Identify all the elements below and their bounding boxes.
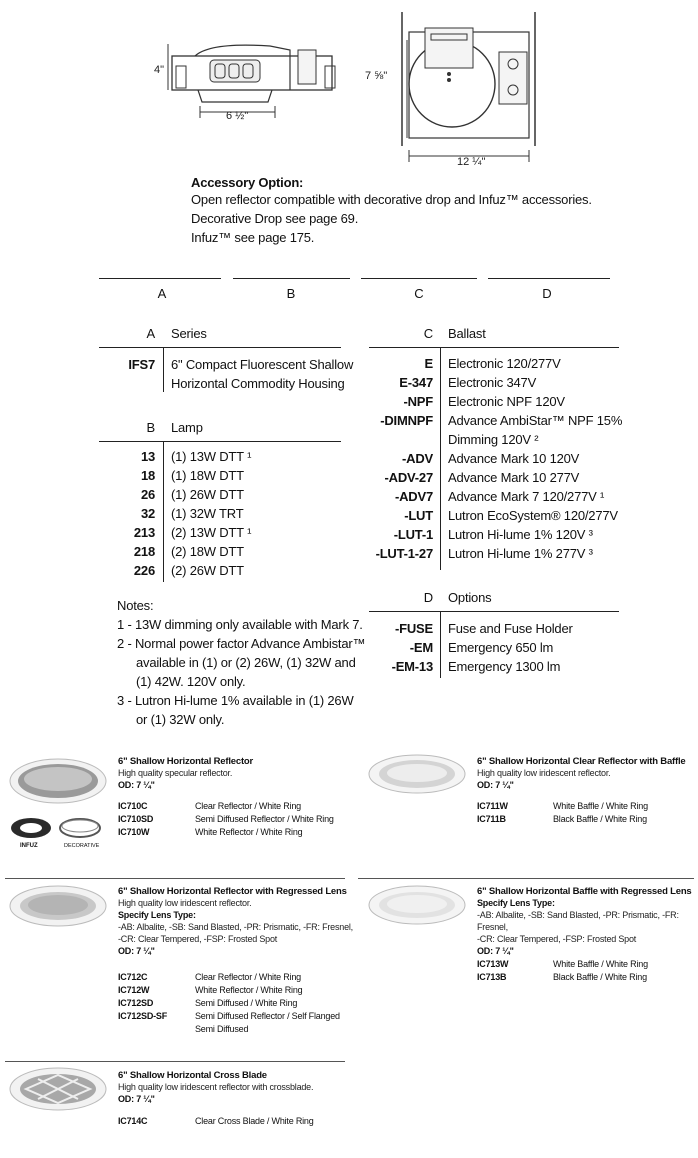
decorative-label: DECORATIVE bbox=[64, 843, 100, 849]
lamp-table bbox=[99, 420, 341, 442]
sku-desc: Semi Diffused Reflector / Self Flanged bbox=[195, 1011, 340, 1021]
note-2-cont: (1) 42W. 120V only. bbox=[136, 674, 246, 689]
sku-code: IC711B bbox=[477, 814, 506, 824]
ballast-desc: Electronic NPF 120V bbox=[448, 394, 565, 409]
lamp-header bbox=[99, 420, 341, 442]
ballast-code: -DIMNPF bbox=[380, 413, 433, 428]
ballast-header-code: C bbox=[423, 326, 433, 341]
sku-desc: Clear Reflector / White Ring bbox=[195, 801, 301, 811]
option-desc: Emergency 1300 lm bbox=[448, 659, 561, 674]
separator bbox=[5, 878, 345, 879]
column-a-letter: A bbox=[157, 286, 167, 301]
product-lens-baffle bbox=[477, 886, 698, 957]
table-row bbox=[369, 638, 619, 657]
table-row bbox=[369, 619, 619, 638]
sku-desc: White Reflector / White Ring bbox=[195, 827, 303, 837]
product-title: 6" Shallow Horizontal Reflector with Regressed Lens bbox=[118, 886, 347, 897]
table-row bbox=[99, 542, 341, 561]
separator bbox=[5, 1061, 345, 1062]
dimension-height-top: 7 ⅝" bbox=[365, 70, 388, 82]
ballast-code: E-347 bbox=[399, 375, 433, 390]
baffle-image bbox=[367, 754, 467, 796]
ballast-code: -ADV bbox=[402, 451, 433, 466]
note-3: 3 - Lutron Hi-lume 1% available in (1) 26W bbox=[117, 693, 354, 708]
options-header bbox=[369, 590, 619, 612]
sku-code: IC712W bbox=[118, 985, 150, 995]
ballast-desc: Electronic 347V bbox=[448, 375, 537, 390]
notes bbox=[117, 596, 365, 729]
column-d-line bbox=[488, 278, 610, 279]
top-view-drawing bbox=[385, 6, 545, 166]
accessory-title: Accessory Option: bbox=[191, 175, 304, 190]
series-header-code: A bbox=[146, 326, 155, 341]
infuz-label: INFUZ bbox=[20, 843, 38, 849]
sku-code: IC710SD bbox=[118, 814, 154, 824]
series-rows bbox=[99, 355, 354, 393]
lens-options-2: -CR: Clear Tempered, -FSP: Frosted Spot bbox=[118, 934, 278, 944]
sku-desc: White Baffle / White Ring bbox=[553, 801, 648, 811]
lamp-rows bbox=[99, 447, 341, 580]
lamp-code: 226 bbox=[133, 563, 155, 578]
column-c-letter: C bbox=[414, 286, 424, 301]
sku-code: IC713B bbox=[477, 972, 507, 982]
option-desc: Emergency 650 lm bbox=[448, 640, 554, 655]
ballast-desc: Lutron EcoSystem® 120/277V bbox=[448, 508, 618, 523]
lamp-desc: (2) 26W DTT bbox=[171, 563, 244, 578]
column-b-letter: B bbox=[286, 286, 296, 301]
product-desc: High quality low iridescent reflector with crossblade. bbox=[118, 1082, 314, 1092]
note-3-cont: or (1) 32W only. bbox=[136, 712, 225, 727]
product-od: OD: 7 ¼" bbox=[477, 946, 514, 956]
sku-desc-cont: Semi Diffused bbox=[195, 1024, 249, 1034]
accessory-line-1: Open reflector compatible with decorative drop and Infuz™ accessories. bbox=[191, 192, 592, 207]
product-desc: High quality low iridescent reflector. bbox=[118, 898, 252, 908]
lamp-code: 13 bbox=[140, 449, 155, 464]
sku-desc: Semi Diffused / White Ring bbox=[195, 998, 298, 1008]
ballast-desc: Dimming 120V ² bbox=[448, 432, 539, 447]
ballast-header bbox=[369, 326, 619, 348]
option-code: -EM-13 bbox=[391, 659, 433, 674]
table-row bbox=[369, 544, 619, 563]
option-desc: Fuse and Fuse Holder bbox=[448, 621, 573, 636]
sku-desc: White Reflector / White Ring bbox=[195, 985, 303, 995]
sku-code: IC714C bbox=[118, 1116, 148, 1126]
ballast-code: -LUT-1 bbox=[393, 527, 433, 542]
ballast-code: E bbox=[424, 356, 433, 371]
table-row bbox=[369, 468, 619, 487]
table-row bbox=[99, 355, 354, 393]
lamp-header-title: Lamp bbox=[171, 420, 203, 435]
decorative-drop-image bbox=[58, 816, 102, 840]
product-od: OD: 7 ¼" bbox=[118, 1094, 155, 1104]
options-table bbox=[369, 590, 619, 612]
lamp-header-code: B bbox=[146, 420, 155, 435]
product-reflector bbox=[118, 756, 253, 791]
table-row bbox=[369, 487, 619, 506]
lens-spec: Specify Lens Type: bbox=[118, 910, 196, 920]
separator bbox=[358, 878, 694, 879]
options-header-title: Options bbox=[448, 590, 492, 605]
note-2-cont: available in (1) or (2) 26W, (1) 32W and bbox=[136, 655, 356, 670]
series-table bbox=[99, 326, 341, 348]
product-od: OD: 7 ¼" bbox=[118, 780, 155, 790]
lamp-desc: (1) 18W DTT bbox=[171, 468, 244, 483]
product-lens-reflector bbox=[118, 886, 353, 957]
lamp-code: 18 bbox=[140, 468, 155, 483]
dimension-aperture: 6 ½" bbox=[226, 110, 249, 122]
sku-code: IC712SD bbox=[118, 998, 154, 1008]
sku-code: IC713W bbox=[477, 959, 509, 969]
series-header-title: Series bbox=[171, 326, 207, 341]
options-header-code: D bbox=[423, 590, 433, 605]
side-view-drawing bbox=[150, 30, 350, 125]
sku-desc: Clear Reflector / White Ring bbox=[195, 972, 301, 982]
lens-options-1: -AB: Albalite, -SB: Sand Blasted, -PR: Prismatic, -FR: Fresnel, bbox=[477, 910, 679, 932]
product-od: OD: 7 ¼" bbox=[118, 946, 155, 956]
ballast-desc: Lutron Hi-lume 1% 277V ³ bbox=[448, 546, 593, 561]
table-row bbox=[99, 447, 341, 466]
ballast-desc: Advance Mark 10 120V bbox=[448, 451, 580, 466]
column-d-letter: D bbox=[542, 286, 552, 301]
table-row bbox=[99, 523, 341, 542]
sku-desc: White Baffle / White Ring bbox=[553, 959, 648, 969]
product-cross-blade bbox=[118, 1070, 313, 1105]
table-row bbox=[99, 466, 341, 485]
series-desc-2: Horizontal Commodity Housing bbox=[171, 376, 345, 391]
lamp-code: 213 bbox=[133, 525, 155, 540]
product-baffle bbox=[477, 756, 686, 791]
sku-desc: Semi Diffused Reflector / White Ring bbox=[195, 814, 334, 824]
lamp-desc: (1) 13W DTT ¹ bbox=[171, 449, 252, 464]
sku-desc: Black Baffle / White Ring bbox=[553, 814, 647, 824]
series-code: IFS7 bbox=[128, 357, 155, 372]
ballast-desc: Advance Mark 10 277V bbox=[448, 470, 580, 485]
ballast-code: -LUT bbox=[404, 508, 433, 523]
column-c-line bbox=[361, 278, 477, 279]
sku-desc: Clear Cross Blade / White Ring bbox=[195, 1116, 314, 1126]
table-row bbox=[369, 506, 619, 525]
table-row bbox=[369, 525, 619, 544]
series-header bbox=[99, 326, 341, 348]
option-code: -EM bbox=[409, 640, 433, 655]
ballast-table bbox=[369, 326, 619, 348]
accessory-line-2: Decorative Drop see page 69. bbox=[191, 211, 359, 226]
table-row bbox=[99, 504, 341, 523]
column-a-line bbox=[99, 278, 221, 279]
table-row bbox=[369, 392, 619, 411]
table-row bbox=[369, 354, 619, 373]
product-od: OD: 7 ¼" bbox=[477, 780, 514, 790]
product-desc: High quality specular reflector. bbox=[118, 768, 233, 778]
product-title: 6" Shallow Horizontal Baffle with Regressed Lens bbox=[477, 886, 692, 897]
lamp-desc: (1) 26W DTT bbox=[171, 487, 244, 502]
ballast-code: -ADV7 bbox=[394, 489, 433, 504]
accessory-option bbox=[191, 175, 592, 247]
series-desc-1: 6" Compact Fluorescent Shallow bbox=[171, 357, 354, 372]
product-title: 6" Shallow Horizontal Reflector bbox=[118, 756, 254, 767]
table-row bbox=[99, 561, 341, 580]
lens-reflector-image bbox=[8, 885, 108, 929]
cross-blade-image bbox=[8, 1067, 108, 1113]
lamp-desc: (2) 18W DTT bbox=[171, 544, 244, 559]
lens-spec: Specify Lens Type: bbox=[477, 898, 555, 908]
table-row bbox=[369, 430, 619, 449]
table-row bbox=[99, 485, 341, 504]
sku-code: IC712C bbox=[118, 972, 148, 982]
product-desc: High quality low iridescent reflector. bbox=[477, 768, 611, 778]
ballast-header-title: Ballast bbox=[448, 326, 486, 341]
lamp-desc: (1) 32W TRT bbox=[171, 506, 244, 521]
sku-code: IC710C bbox=[118, 801, 148, 811]
sku-code: IC712SD-SF bbox=[118, 1011, 168, 1021]
product-title: 6" Shallow Horizontal Cross Blade bbox=[118, 1070, 267, 1081]
table-row bbox=[369, 411, 623, 430]
table-row bbox=[369, 449, 619, 468]
sku-desc: Black Baffle / White Ring bbox=[553, 972, 647, 982]
table-row bbox=[369, 657, 619, 676]
ballast-desc: Advance Mark 7 120/277V ¹ bbox=[448, 489, 605, 504]
accessory-line-3: Infuz™ see page 175. bbox=[191, 230, 315, 245]
dimension-width: 12 ¼" bbox=[457, 156, 486, 168]
infuz-drop-image bbox=[10, 816, 52, 840]
table-row bbox=[369, 373, 619, 392]
note-1: 1 - 13W dimming only available with Mark 7. bbox=[117, 617, 363, 632]
lamp-code: 32 bbox=[140, 506, 155, 521]
note-2: 2 - Normal power factor Advance Ambistar™ bbox=[117, 636, 366, 651]
notes-title: Notes: bbox=[117, 598, 154, 613]
dimension-height-side: 4" bbox=[154, 64, 165, 76]
lens-options-2: -CR: Clear Tempered, -FSP: Frosted Spot bbox=[477, 934, 637, 944]
ballast-rows bbox=[369, 354, 623, 563]
ballast-code: -LUT-1-27 bbox=[375, 546, 433, 561]
ballast-desc: Lutron Hi-lume 1% 120V ³ bbox=[448, 527, 593, 542]
lamp-code: 218 bbox=[133, 544, 155, 559]
product-title: 6" Shallow Horizontal Clear Reflector with Baffle bbox=[477, 756, 686, 767]
lens-baffle-image bbox=[367, 885, 467, 927]
sku-code: IC711W bbox=[477, 801, 508, 811]
ballast-desc: Advance AmbiStar™ NPF 15% bbox=[448, 413, 623, 428]
sku-code: IC710W bbox=[118, 827, 150, 837]
lamp-desc: (2) 13W DTT ¹ bbox=[171, 525, 252, 540]
ballast-code: -NPF bbox=[403, 394, 433, 409]
column-b-line bbox=[233, 278, 350, 279]
option-code: -FUSE bbox=[394, 621, 433, 636]
options-rows bbox=[369, 619, 619, 676]
lamp-code: 26 bbox=[140, 487, 155, 502]
reflector-image bbox=[8, 756, 108, 806]
lens-options-1: -AB: Albalite, -SB: Sand Blasted, -PR: Prismatic, -FR: Fresnel, bbox=[118, 922, 353, 932]
ballast-desc: Electronic 120/277V bbox=[448, 356, 561, 371]
ballast-code: -ADV-27 bbox=[384, 470, 433, 485]
